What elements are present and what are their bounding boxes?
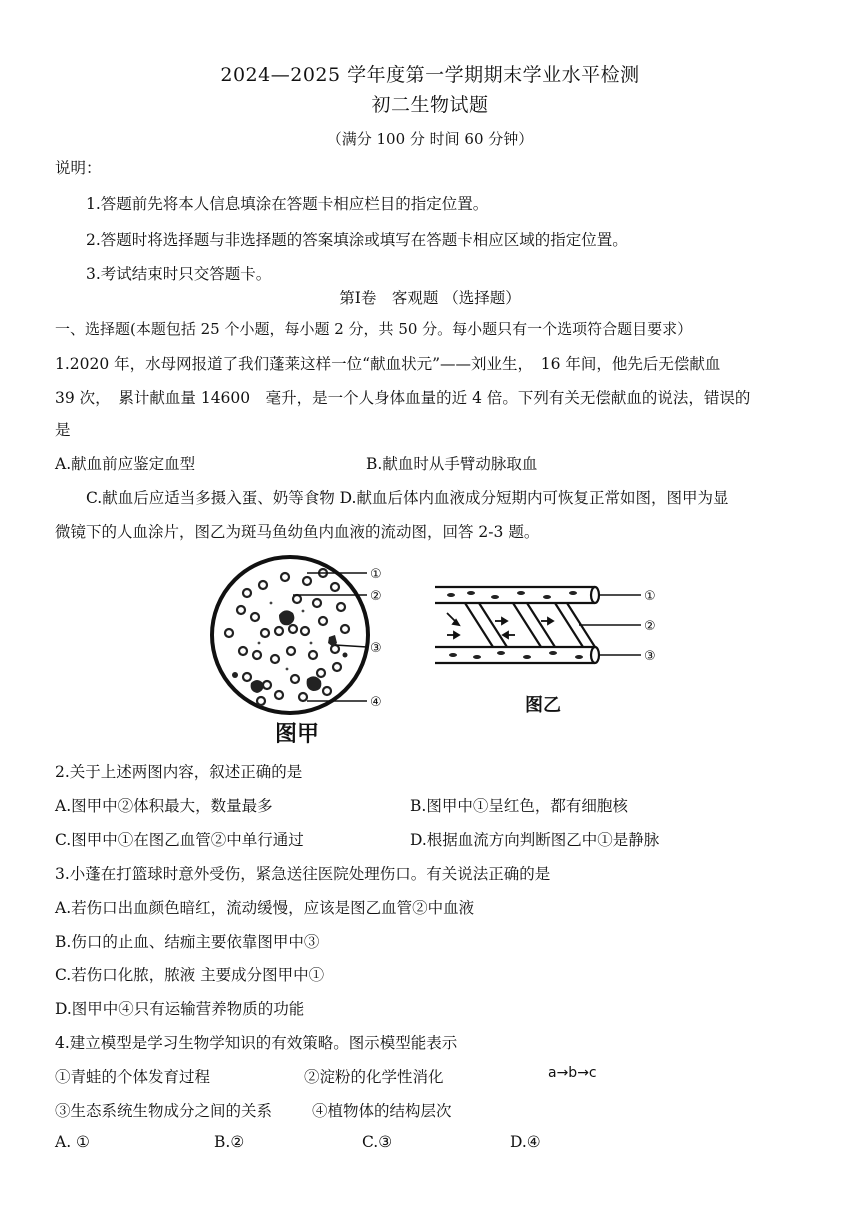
instructions-heading: 说明： — [55, 159, 102, 177]
q1-line1: 1.2020 年，水母网报道了我们蓬莱这样一位“献血状元”——刘业生， 16 年间，他先后无偿献血 — [55, 355, 721, 373]
volume-title: 第Ⅰ卷 客观题 （选择题） — [339, 289, 521, 307]
blood-figures — [195, 555, 675, 750]
figure-jia-label: 图甲 — [275, 722, 320, 747]
exam-title: 2024—2025 学年度第一学期期末学业水平检测 — [220, 64, 640, 86]
q2-stem: 2.关于上述两图内容，叙述正确的是 — [55, 763, 303, 781]
q2-option-d: D.根据血流方向判断图乙中①是静脉 — [410, 831, 660, 849]
q4-model: a→b→c — [548, 1065, 597, 1081]
figure-yi-markers — [644, 589, 656, 664]
marker-jia-3: ③ — [370, 641, 382, 656]
q1-figure-intro: 微镜下的人血涂片，图乙为斑马鱼幼鱼内血液的流动图，回答 2-3 题。 — [55, 523, 540, 541]
marker-yi-2: ② — [644, 619, 656, 634]
q1-option-b: B.献血时从手臂动脉取血 — [366, 455, 538, 473]
q1-option-a: A.献血前应鉴定血型 — [55, 455, 196, 473]
score-time: （满分 100 分 时间 60 分钟） — [326, 130, 534, 148]
q4-item-2: ②淀粉的化学性消化 — [304, 1068, 444, 1086]
instruction-item: 2.答题时将选择题与非选择题的答案填涂或填写在答题卡相应区域的指定位置。 — [86, 231, 628, 249]
q4-option-d: D.④ — [510, 1133, 541, 1151]
q3-stem: 3.小蓬在打篮球时意外受伤，紧急送往医院处理伤口。有关说法正确的是 — [55, 865, 551, 883]
figure-yi-label: 图乙 — [525, 695, 561, 716]
q1-option-cd: C.献血后应适当多摄入蛋、奶等食物 D.献血后体内血液成分短期内可恢复正常如图，图甲为显 — [86, 489, 729, 507]
q1-line2: 39 次， 累计献血量 14600 毫升，是一个人身体血量的近 4 倍。下列有关无偿献血的说法，错误的 — [55, 389, 751, 407]
figure-jia-markers — [370, 567, 382, 710]
marker-yi-1: ① — [644, 589, 656, 604]
q3-option-a: A.若伤口出血颜色暗红，流动缓慢，应该是图乙血管②中血液 — [55, 899, 475, 917]
q3-option-b: B.伤口的止血、结痂主要依靠图甲中③ — [55, 933, 320, 951]
marker-jia-1: ① — [370, 567, 382, 582]
q2-option-a: A.图甲中②体积最大，数量最多 — [55, 797, 273, 815]
q1-line3: 是 — [55, 421, 71, 439]
part-title: 一、选择题(本题包括 25 个小题，每小题 2 分，共 50 分。每小题只有一个选项符合题目要求） — [55, 320, 693, 338]
instruction-item: 1.答题前先将本人信息填涂在答题卡相应栏目的指定位置。 — [86, 195, 489, 213]
marker-jia-4: ④ — [370, 695, 382, 710]
q2-option-c: C.图甲中①在图乙血管②中单行通过 — [55, 831, 304, 849]
q4-stem: 4.建立模型是学习生物学知识的有效策略。图示模型能表示 — [55, 1034, 458, 1052]
q4-option-c: C.③ — [362, 1133, 393, 1151]
marker-jia-2: ② — [370, 589, 382, 604]
q4-item-1: ①青蛙的个体发育过程 — [55, 1068, 211, 1086]
exam-subject: 初二生物试题 — [371, 94, 489, 116]
marker-yi-3: ③ — [644, 649, 656, 664]
q4-option-b: B.② — [214, 1133, 245, 1151]
vessel-cells — [447, 591, 583, 659]
instruction-item: 3.考试结束时只交答题卡。 — [86, 265, 272, 283]
q4-item-3: ③生态系统生物成分之间的关系 — [55, 1102, 273, 1120]
blood-smear-figure — [212, 557, 368, 713]
q2-option-b: B.图甲中①呈红色，都有细胞核 — [410, 797, 628, 815]
q3-option-d: D.图甲中④只有运输营养物质的功能 — [55, 1000, 305, 1018]
q4-item-4: ④植物体的结构层次 — [312, 1102, 452, 1120]
q3-option-c: C.若伤口化脓，脓液 主要成分图甲中① — [55, 966, 325, 984]
q4-option-a: A. ① — [55, 1133, 90, 1151]
